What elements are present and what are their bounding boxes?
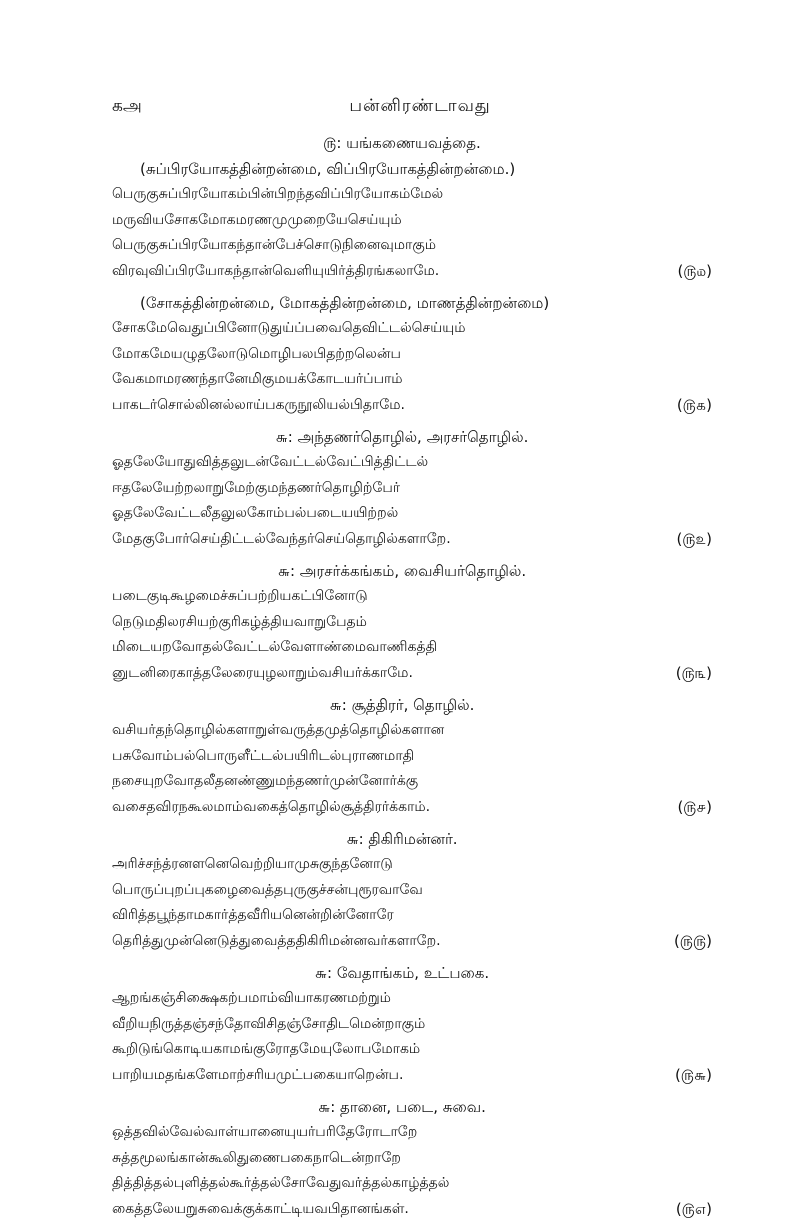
- verse-number: (௫௰): [677, 262, 712, 280]
- verse-line: மருவியசோகமோகமரணமுமுறையேசெய்யும்: [112, 211, 402, 228]
- verse: [112, 450, 712, 552]
- verse-number: (௫௪): [677, 798, 712, 816]
- section: [112, 826, 712, 954]
- verse-line: சுத்தமூலங்கான்கூலிதுணைபகைநாடென்றாறே: [112, 1149, 401, 1166]
- section: [112, 130, 712, 284]
- section: [112, 1094, 712, 1222]
- verse-line: அரிச்சந்த்ரனளனெவெற்றியாமுசுகுந்தனோடு: [112, 856, 393, 872]
- section-heading: ௫: யங்கணையவத்தை.: [323, 134, 481, 152]
- verse-line: பாகடர்சொல்லினல்லாய்பகருநூலியல்பிதாமே.: [112, 396, 405, 413]
- verse-line: பொருப்புறப்புகழைவைத்தபுருகுச்சன்புரூரவாவே: [112, 881, 423, 898]
- verse-line: படைகுடிகூழமைச்சுப்பற்றியகட்பினோடு: [112, 588, 368, 604]
- verse: [112, 584, 712, 686]
- section-heading: ௬: அந்தணர்தொழில், அரசர்தொழில்.: [275, 428, 529, 446]
- verse: [112, 182, 712, 284]
- verse-line: தித்தித்தல்புளித்தல்கூர்த்தல்சோவேதுவர்த்தல்காழ்த்தல்: [112, 1175, 450, 1191]
- verse-line: கைத்தலேயறுசுவைக்குக்காட்டியவபிதானங்கள்.: [112, 1200, 409, 1217]
- section: [112, 960, 712, 1088]
- section-heading: ௬: தானை, படை, சுவை.: [318, 1098, 486, 1116]
- verse-line: மேதகுபோர்செய்திட்டல்வேந்தர்செய்தொழில்களாறே.: [112, 530, 451, 547]
- section-heading: ௬: வேதாங்கம், உட்பகை.: [314, 964, 490, 982]
- verse-line: நெடுமதிலரசியற்குரிகழ்த்தியவாறுபேதம்: [112, 613, 367, 630]
- verse-line: பாறியமதங்களேமாற்சரியமுட்பகையாறென்ப.: [112, 1066, 404, 1083]
- verse-line: பெருகுசுப்பிரயோகம்பின்பிறந்தவிப்பிரயோகம்மேல்: [112, 186, 444, 202]
- page-number: கஅ: [112, 96, 142, 116]
- verse-number: (௫௨): [676, 530, 712, 548]
- running-title: பன்னிரண்டாவது: [349, 96, 491, 116]
- verse-line: பசுவோம்பல்பொருளீட்டல்பயிரிடல்புராணமாதி: [112, 747, 415, 764]
- verse: [112, 1120, 712, 1222]
- verse-line: நசையுறவோதலீதனண்ணுமந்தணர்முன்னோர்க்கு: [112, 773, 419, 789]
- verse: [112, 852, 712, 954]
- section: [112, 558, 712, 686]
- verse-line: னுடனிரைகாத்தலேரையுழலாறும்வசியர்க்காமே.: [112, 664, 413, 681]
- verse-line: வசைதவிரநகூலமாம்வகைத்தொழில்சூத்திரர்க்காம்.: [112, 798, 431, 815]
- verse-line: ஒத்தவில்வேல்வாள்யானையுயர்பரிதேரோடாறே: [112, 1124, 418, 1140]
- verse-line: வசியர்தந்தொழில்களாறுள்வருத்தமுத்தொழில்களான: [112, 722, 445, 738]
- verse: [112, 718, 712, 820]
- section-subheading: (சோகத்தின்றன்மை, மோகத்தின்றன்மை, மாணத்தின்றன்மை): [140, 294, 550, 312]
- verse-line: ஓதலேவேட்டலீதலுலகோம்பல்படையயிற்றல்: [112, 505, 399, 521]
- verse: [112, 986, 712, 1088]
- verse-number: (௫௭): [675, 1200, 712, 1218]
- page-content: [112, 130, 712, 1228]
- section: [112, 424, 712, 552]
- verse-line: விரவுவிப்பிரயோகந்தான்வெளியுயிர்த்திரங்கலாமே.: [112, 262, 440, 279]
- section: [112, 290, 712, 418]
- verse-line: மிடையறவோதல்வேட்டல்வேளாண்மைவாணிகத்தி: [112, 639, 438, 655]
- section-heading: ௬: சூத்திரர், தொழில்.: [329, 696, 475, 714]
- verse-number: (௫௩): [675, 664, 712, 682]
- section-heading: ௬: திகிரிமன்னர்.: [346, 830, 458, 848]
- verse-number: (௫௬): [675, 1066, 712, 1084]
- section-heading: ௬: அரசர்க்கங்கம், வைசியர்தொழில்.: [277, 562, 527, 580]
- verse-number: (௫௫): [674, 932, 712, 950]
- verse-number: (௫௧): [676, 396, 712, 414]
- section: [112, 692, 712, 820]
- verse-line: ஈதலேயேற்றலாறுமேற்குமந்தணர்தொழிற்பேர்: [112, 479, 401, 496]
- verse-line: தெரித்துமுன்னெடுத்துவைத்ததிகிரிமன்னவர்களாறே.: [112, 932, 441, 949]
- verse-line: ஆறங்கஞ்சிக்ஷைகற்பமாம்வியாகரணமற்றும்: [112, 990, 391, 1006]
- verse-line: வீறியநிருத்தஞ்சந்தோவிசிதஞ்சோதிடமென்றாகும்: [112, 1015, 426, 1032]
- verse-line: மோகமேயழுதலோடுமொழிபலபிதற்றலென்ப: [112, 345, 401, 362]
- verse: [112, 316, 712, 418]
- verse-line: சோகமேவெதுப்பினோடுதுய்ப்பவைதெவிட்டல்செய்யும்: [112, 320, 466, 336]
- verse-line: பெருகுசுப்பிரயோகந்தான்பேச்சொடுநினைவுமாகும்: [112, 237, 436, 253]
- verse-line: ஓதலேயோதுவித்தலுடன்வேட்டல்வேட்பித்திட்டல்: [112, 454, 429, 470]
- verse-line: வேகமாமரணந்தானேமிகுமயக்கோடயர்ப்பாம்: [112, 371, 403, 387]
- section-subheading: (சுப்பிரயோகத்தின்றன்மை, விப்பிரயோகத்தின்றன்மை.): [140, 160, 516, 178]
- verse-line: கூறிடுங்கொடியகாமங்குரோதமேயுலோபமோகம்: [112, 1041, 421, 1057]
- verse-line: விரித்தபூந்தாமகார்த்தவீரியனென்றின்னோரே: [112, 907, 394, 923]
